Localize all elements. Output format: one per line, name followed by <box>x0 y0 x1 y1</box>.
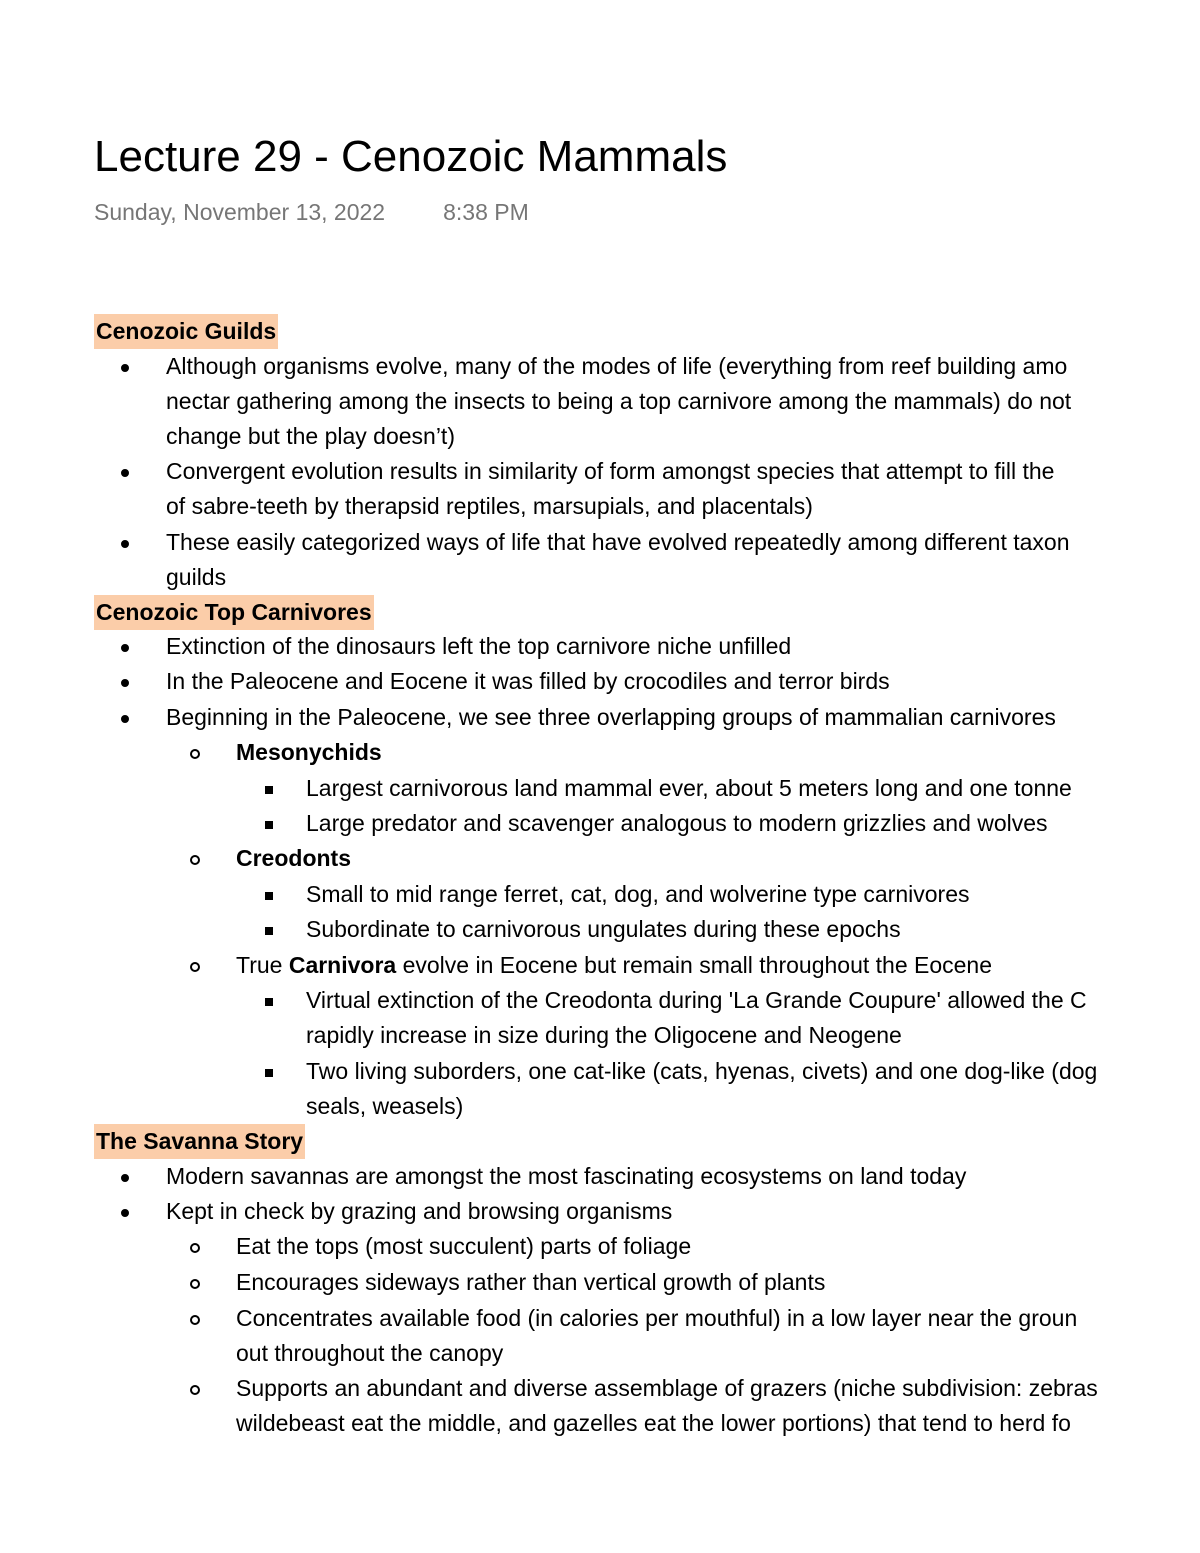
circle-bullet-icon <box>190 1301 200 1336</box>
square-bullet-icon <box>265 877 273 912</box>
sublist-item: Eat the tops (most succulent) parts of foliage <box>236 1233 692 1259</box>
list-item: Convergent evolution results in similarity of form amongst species that attempt to fill the <box>166 458 1055 484</box>
sub-sublist-item: Subordinate to carnivorous ungulates during these epochs <box>306 916 901 942</box>
sub-sublist-item-continuation: rapidly increase in size during the Oligocene and Neogene <box>306 1022 902 1048</box>
list-item-continuation: of sabre-teeth by therapsid reptiles, marsupials, and placentals) <box>166 493 813 519</box>
section-heading-guilds: Cenozoic Guilds <box>94 314 278 349</box>
bullet-icon <box>121 525 129 560</box>
list-item: Extinction of the dinosaurs left the top carnivore niche unfilled <box>166 633 792 659</box>
circle-bullet-icon <box>190 948 200 983</box>
sublist-item: Encourages sideways rather than vertical growth of plants <box>236 1269 826 1295</box>
square-bullet-icon <box>265 771 273 806</box>
sublist-item-carnivora <box>236 948 992 983</box>
bullet-icon <box>121 664 129 699</box>
square-bullet-icon <box>265 806 273 841</box>
square-bullet-icon <box>265 1054 273 1089</box>
sublist-item-mesonychids: Mesonychids <box>236 739 382 765</box>
sub-sublist-item: Large predator and scavenger analogous to modern grizzlies and wolves <box>306 810 1048 836</box>
list-item-continuation: change but the play doesn’t) <box>166 423 455 449</box>
list-item-continuation: nectar gathering among the insects to being a top carnivore among the mammals) do not <box>166 388 1072 414</box>
sub-sublist-item-continuation: seals, weasels) <box>306 1093 464 1119</box>
sublist-item-creodonts: Creodonts <box>236 845 351 871</box>
list-item: In the Paleocene and Eocene it was filled by crocodiles and terror birds <box>166 668 890 694</box>
section-heading-carnivores: Cenozoic Top Carnivores <box>94 595 374 630</box>
sub-sublist-item: Small to mid range ferret, cat, dog, and wolverine type carnivores <box>306 881 970 907</box>
bullet-icon <box>121 454 129 489</box>
list-item: Although organisms evolve, many of the modes of life (everything from reef building amo <box>166 353 1068 379</box>
circle-bullet-icon <box>190 735 200 770</box>
list-item-continuation: guilds <box>166 564 227 590</box>
sub-sublist-item: Largest carnivorous land mammal ever, about 5 meters long and one tonne <box>306 775 1072 801</box>
carnivora-term: Carnivora <box>288 952 397 978</box>
list-item: Modern savannas are amongst the most fascinating ecosystems on land today <box>166 1163 967 1189</box>
bullet-icon <box>121 349 129 384</box>
list-item: Beginning in the Paleocene, we see three overlapping groups of mammalian carnivores <box>166 704 1056 730</box>
square-bullet-icon <box>265 912 273 947</box>
sublist-item-continuation: out throughout the canopy <box>236 1340 504 1366</box>
carnivora-suffix: evolve in Eocene but remain small throughout the Eocene <box>396 952 993 978</box>
bullet-icon <box>121 1194 129 1229</box>
bullet-icon <box>121 629 129 664</box>
sublist-item: Concentrates available food (in calories per mouthful) in a low layer near the groun <box>236 1305 1078 1331</box>
bullet-icon <box>121 1159 129 1194</box>
circle-bullet-icon <box>190 1371 200 1406</box>
circle-bullet-icon <box>190 841 200 876</box>
bullet-icon <box>121 700 129 735</box>
carnivora-prefix: True <box>236 952 289 978</box>
square-bullet-icon <box>265 983 273 1018</box>
section-heading-savanna: The Savanna Story <box>94 1124 305 1159</box>
sublist-item: Supports an abundant and diverse assemblage of grazers (niche subdivision: zebras <box>236 1375 1098 1401</box>
list-item: These easily categorized ways of life that have evolved repeatedly among different taxon <box>166 529 1070 555</box>
page-time: 8:38 PM <box>443 199 529 225</box>
list-item: Kept in check by grazing and browsing organisms <box>166 1198 673 1224</box>
circle-bullet-icon <box>190 1265 200 1300</box>
page-date: Sunday, November 13, 2022 <box>94 199 386 225</box>
sub-sublist-item: Two living suborders, one cat-like (cats, hyenas, civets) and one dog-like (dog <box>306 1058 1098 1084</box>
page-title: Lecture 29 - Cenozoic Mammals <box>94 132 728 181</box>
page-meta <box>94 199 529 226</box>
circle-bullet-icon <box>190 1229 200 1264</box>
sublist-item-continuation: wildebeast eat the middle, and gazelles eat the lower portions) that tend to herd fo <box>236 1410 1071 1436</box>
sub-sublist-item: Virtual extinction of the Creodonta during 'La Grande Coupure' allowed the C <box>306 987 1087 1013</box>
